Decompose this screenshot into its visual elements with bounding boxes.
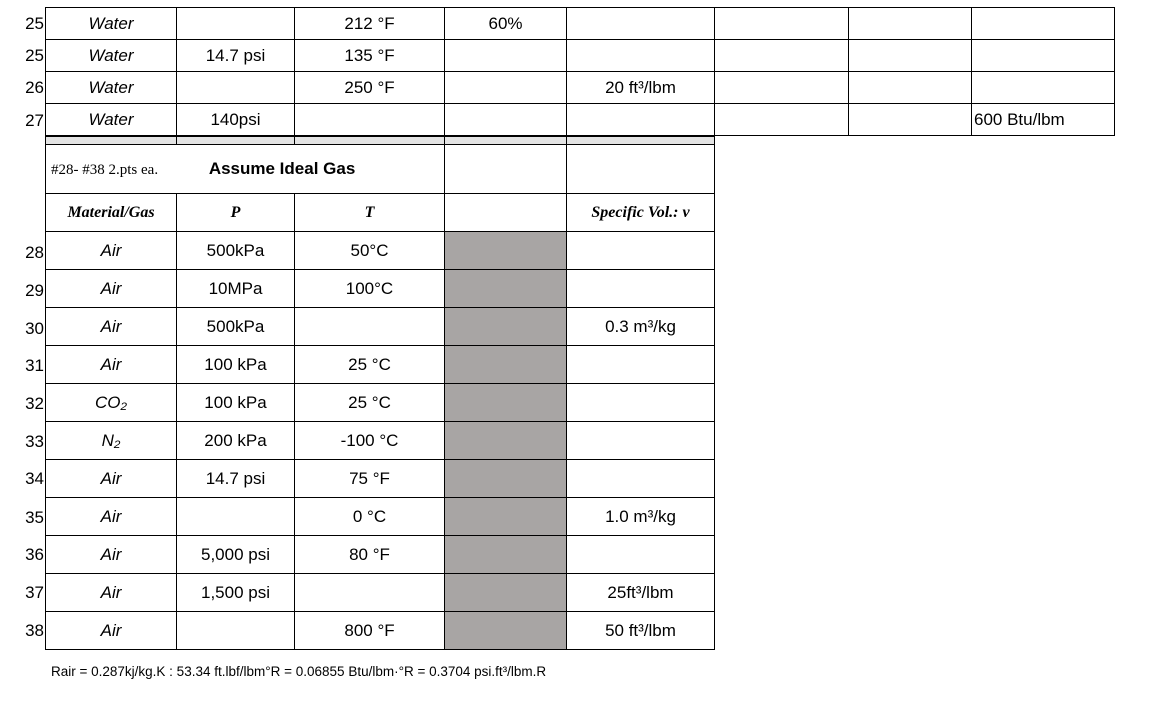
pressure-cell: 14.7 psi <box>177 40 295 72</box>
pressure-cell <box>177 498 295 536</box>
table-row <box>46 104 1115 136</box>
water-table <box>45 7 1115 136</box>
row-number: 28 <box>25 243 44 262</box>
blank-cell <box>972 40 1115 72</box>
pressure-cell: 100 kPa <box>177 384 295 422</box>
specific-volume-cell: 50 ft³/lbm <box>567 612 715 650</box>
shaded-cell <box>445 574 567 612</box>
row-number: 31 <box>25 356 44 375</box>
specific-volume-cell: 20 ft³/lbm <box>567 72 715 104</box>
table-row <box>46 72 1115 104</box>
blank-cell <box>715 8 849 40</box>
row-number: 26 <box>25 78 44 97</box>
specific-volume-cell <box>567 232 715 270</box>
shaded-cell <box>445 498 567 536</box>
material-cell: Water <box>46 72 177 104</box>
shaded-cell <box>445 460 567 498</box>
shaded-cell <box>445 536 567 574</box>
quality-cell <box>445 72 567 104</box>
temperature-cell <box>295 574 445 612</box>
row-number: 33 <box>25 432 44 451</box>
shaded-cell <box>445 384 567 422</box>
table-row <box>46 308 715 346</box>
temperature-cell <box>295 104 445 136</box>
separator-cell <box>567 137 715 145</box>
blank-cell <box>972 72 1115 104</box>
specific-volume-cell: 25ft³/lbm <box>567 574 715 612</box>
separator-cell <box>177 137 295 145</box>
header-pressure: P <box>177 194 295 232</box>
temperature-cell: 250 °F <box>295 72 445 104</box>
specific-volume-cell <box>567 346 715 384</box>
specific-volume-cell <box>567 270 715 308</box>
blank-cell <box>445 194 567 232</box>
row-number: 37 <box>25 583 44 602</box>
blank-cell <box>715 72 849 104</box>
specific-volume-cell <box>567 104 715 136</box>
row-number: 38 <box>25 621 44 640</box>
specific-volume-cell <box>567 422 715 460</box>
header-temperature: T <box>295 194 445 232</box>
temperature-cell: 800 °F <box>295 612 445 650</box>
specific-volume-cell <box>567 8 715 40</box>
temperature-cell: 135 °F <box>295 40 445 72</box>
points-note: #28- #38 2.pts ea. <box>51 162 159 178</box>
material-cell: Air <box>46 232 177 270</box>
temperature-cell: 80 °F <box>295 536 445 574</box>
material-cell: Air <box>46 536 177 574</box>
shaded-cell <box>445 422 567 460</box>
blank-cell <box>715 104 849 136</box>
material-cell: CO₂ <box>46 384 177 422</box>
blank-cell <box>849 104 972 136</box>
column-header-row <box>46 194 715 232</box>
specific-volume-cell <box>567 384 715 422</box>
gas-constant-formula: Rair = 0.287kj/kg.K : 53.34 ft.lbf/lbm°R = 0.06855 Btu/lbm·°R = 0.3704 psi.ft³/lbm.R <box>51 664 547 679</box>
specific-volume-cell <box>567 460 715 498</box>
material-cell: Air <box>46 308 177 346</box>
temperature-cell: 25 °C <box>295 384 445 422</box>
pressure-cell: 200 kPa <box>177 422 295 460</box>
section-note-cell <box>46 145 445 194</box>
temperature-cell: 75 °F <box>295 460 445 498</box>
section-header-row <box>46 145 715 194</box>
table-row <box>46 612 715 650</box>
material-cell: Air <box>46 498 177 536</box>
header-material: Material/Gas <box>46 194 177 232</box>
shaded-cell <box>445 612 567 650</box>
temperature-cell: 100°C <box>295 270 445 308</box>
pressure-cell <box>177 8 295 40</box>
blank-cell <box>849 8 972 40</box>
temperature-cell <box>295 308 445 346</box>
pressure-cell: 140psi <box>177 104 295 136</box>
row-number: 25 <box>25 14 44 33</box>
table-row <box>46 574 715 612</box>
row-number: 34 <box>25 469 44 488</box>
separator-cell <box>445 137 567 145</box>
table-row <box>46 422 715 460</box>
quality-cell <box>445 104 567 136</box>
shaded-cell <box>445 308 567 346</box>
blank-cell <box>715 40 849 72</box>
gas-rows <box>46 232 715 650</box>
blank-cell <box>849 40 972 72</box>
table-row <box>46 40 1115 72</box>
pressure-cell <box>177 612 295 650</box>
table-row <box>46 536 715 574</box>
specific-volume-cell <box>567 536 715 574</box>
quality-cell <box>445 40 567 72</box>
pressure-cell: 100 kPa <box>177 346 295 384</box>
separator-strip <box>46 137 715 145</box>
row-number: 27 <box>25 111 44 130</box>
pressure-cell: 14.7 psi <box>177 460 295 498</box>
material-cell: Air <box>46 574 177 612</box>
temperature-cell: 50°C <box>295 232 445 270</box>
separator-cell <box>46 137 177 145</box>
material-cell: Air <box>46 460 177 498</box>
table-row <box>46 270 715 308</box>
material-cell: Water <box>46 104 177 136</box>
blank-cell <box>445 145 567 194</box>
row-number: 30 <box>25 319 44 338</box>
shaded-cell <box>445 232 567 270</box>
row-number: 32 <box>25 394 44 413</box>
temperature-cell: 0 °C <box>295 498 445 536</box>
material-cell: Air <box>46 270 177 308</box>
pressure-cell: 1,500 psi <box>177 574 295 612</box>
table-row <box>46 498 715 536</box>
temperature-cell: 212 °F <box>295 8 445 40</box>
pressure-cell: 500kPa <box>177 308 295 346</box>
table-row <box>46 460 715 498</box>
material-cell: Air <box>46 346 177 384</box>
header-specific-volume: Specific Vol.: v <box>567 194 715 232</box>
table-row <box>46 384 715 422</box>
blank-cell <box>972 8 1115 40</box>
ideal-gas-table <box>45 136 715 650</box>
row-number: 36 <box>25 545 44 564</box>
assume-ideal-gas: Assume Ideal Gas <box>208 159 356 178</box>
table-row <box>46 232 715 270</box>
specific-volume-cell: 0.3 m³/kg <box>567 308 715 346</box>
shaded-cell <box>445 346 567 384</box>
pressure-cell: 5,000 psi <box>177 536 295 574</box>
table-row <box>46 346 715 384</box>
row-number: 25 <box>25 46 44 65</box>
separator-cell <box>295 137 445 145</box>
row-number: 35 <box>25 508 44 527</box>
material-cell: Water <box>46 8 177 40</box>
pressure-cell <box>177 72 295 104</box>
shaded-cell <box>445 270 567 308</box>
temperature-cell: 25 °C <box>295 346 445 384</box>
table-row <box>46 8 1115 40</box>
specific-volume-cell: 1.0 m³/kg <box>567 498 715 536</box>
blank-cell <box>567 145 715 194</box>
specific-volume-cell <box>567 40 715 72</box>
material-cell: Air <box>46 612 177 650</box>
enthalpy-cell: 600 Btu/lbm <box>972 104 1115 136</box>
blank-cell <box>849 72 972 104</box>
material-cell: Water <box>46 40 177 72</box>
material-cell: N₂ <box>46 422 177 460</box>
temperature-cell: -100 °C <box>295 422 445 460</box>
quality-cell: 60% <box>445 8 567 40</box>
pressure-cell: 10MPa <box>177 270 295 308</box>
row-number: 29 <box>25 281 44 300</box>
pressure-cell: 500kPa <box>177 232 295 270</box>
